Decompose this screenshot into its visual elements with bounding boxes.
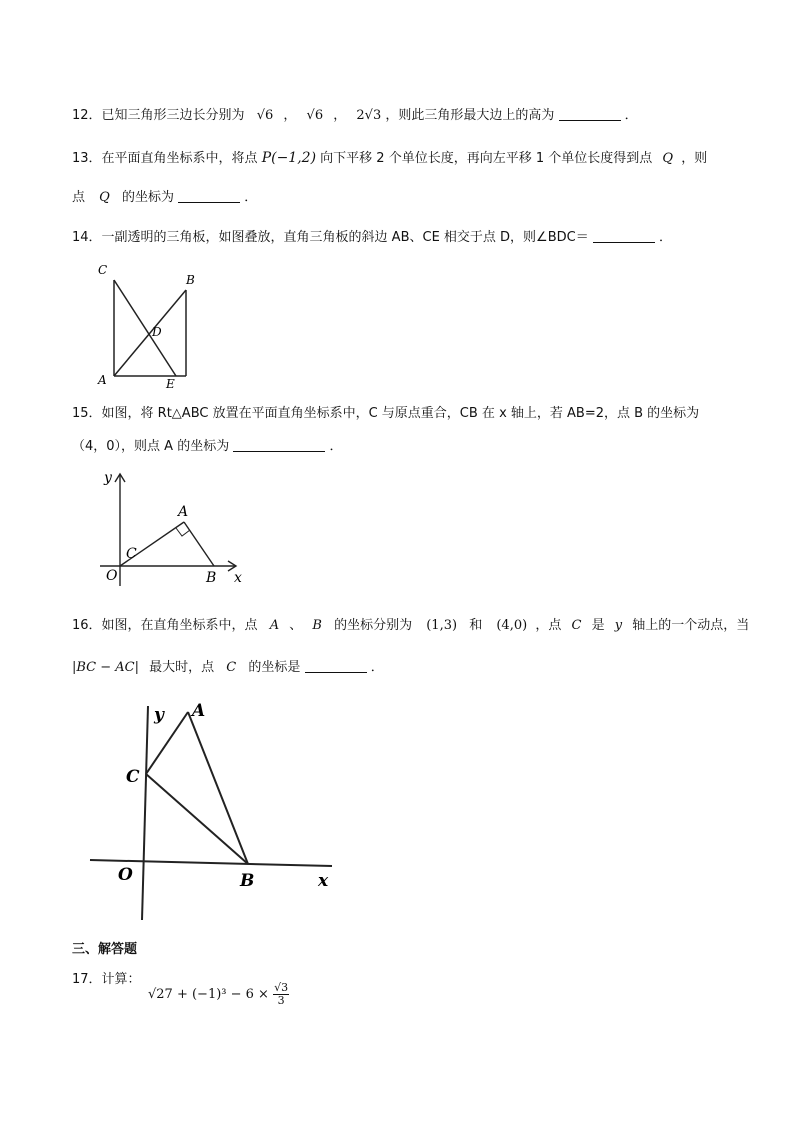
q17-expression — [148, 982, 289, 1007]
q15-right-angle — [176, 528, 190, 536]
q15-seg-ab — [184, 522, 214, 566]
q15-answer-blank[interactable] — [233, 437, 325, 452]
question-16-line-2 — [72, 658, 384, 678]
q15-label-y: y — [104, 470, 112, 486]
q16-seg-ab — [188, 712, 248, 864]
q16-var-y: y — [614, 618, 623, 633]
q16-coord-a: (1,3) — [426, 618, 458, 633]
q14-label-e: E — [166, 377, 175, 391]
q13-answer-blank[interactable] — [178, 188, 240, 203]
q14-figure — [90, 260, 210, 390]
q16-and: 和 — [469, 618, 483, 633]
q16-label-a: A — [192, 701, 206, 721]
q13-prefix: 13．在平面直角坐标系中，将点 — [72, 151, 258, 166]
q12-prefix: 12．已知三角形三边长分别为 — [72, 108, 245, 123]
question-15-line-1 — [72, 404, 699, 424]
question-14 — [72, 228, 672, 248]
q16-point-b: B — [312, 618, 322, 633]
q16-label-o: O — [118, 865, 133, 885]
q15-label-a: A — [178, 504, 189, 520]
q17-expr-main: √27 + (−1)³ − 6 × — [148, 987, 269, 1002]
q16-coord-b: (4,0) — [496, 618, 528, 633]
q12-sep-1: ， — [283, 108, 297, 123]
section-title-answers: 三、解答题 — [72, 942, 138, 957]
question-12 — [72, 106, 638, 126]
q16-seg-cb — [146, 774, 248, 864]
q14-answer-blank[interactable] — [593, 228, 655, 243]
q13-point-q: Q — [662, 151, 674, 166]
q14-seg-ce — [114, 280, 176, 376]
q14-label-d: D — [152, 325, 162, 339]
q16-end: ． — [370, 660, 384, 675]
q16-figure — [86, 696, 346, 926]
q15-line2-prefix: （4，0），则点 A 的坐标为 — [72, 439, 230, 454]
q16-prefix: 16．如图，在直角坐标系中，点 — [72, 618, 258, 633]
q12-suffix: ，则此三角形最大边上的高为 — [385, 108, 555, 123]
question-17 — [72, 970, 141, 990]
q13-mid: 向下平移 2 个单位长度，再向左平移 1 个单位长度得到点 — [320, 151, 653, 166]
q16-point-a: A — [269, 618, 280, 633]
q16-label-c: C — [126, 767, 140, 787]
q14-label-b: B — [186, 273, 195, 287]
q16-suffix: 的坐标是 — [248, 660, 301, 675]
q16-dun: 、 — [289, 618, 303, 633]
q16-answer-blank[interactable] — [305, 658, 367, 673]
q13-line2-prefix: 点 — [72, 190, 86, 205]
q15-label-o: O — [106, 568, 118, 584]
q15-line1: 15．如图，将 Rt△ABC 放置在平面直角坐标系中，C 与原点重合，CB 在 x 轴上，若 AB=2，点 B 的坐标为 — [72, 406, 700, 421]
q15-label-x: x — [234, 570, 242, 586]
q14-end: ． — [659, 230, 673, 245]
q16-seg-ca — [146, 712, 188, 774]
q12-side-2: √6 — [306, 108, 324, 123]
q16-mid2: ，点 — [535, 618, 562, 633]
q16-mid3: 是 — [591, 618, 605, 633]
q13-point-p: P(−1,2) — [261, 150, 317, 166]
q13-point-q-2: Q — [99, 190, 110, 205]
q16-expr: |BC − AC| — [72, 660, 139, 675]
q13-comma: ，则 — [681, 151, 708, 166]
question-13-line-1 — [72, 148, 707, 169]
q14-seg-ab — [114, 290, 186, 376]
q16-point-c: C — [571, 618, 582, 633]
q15-figure — [96, 466, 256, 596]
q16-y-axis — [142, 706, 148, 920]
q15-label-c: C — [126, 546, 137, 562]
q17-frac-num: √3 — [274, 981, 289, 994]
q12-side-1: √6 — [256, 108, 274, 123]
q17-prefix: 17．计算： — [72, 972, 141, 987]
q17-frac-den: 3 — [277, 994, 285, 1007]
q12-answer-blank[interactable] — [559, 106, 621, 121]
q12-sep-2: ， — [333, 108, 347, 123]
q16-label-x: x — [318, 871, 329, 891]
question-13-line-2 — [72, 188, 257, 208]
q13-end: ． — [244, 190, 258, 205]
q16-label-b: B — [240, 871, 255, 891]
q12-side-3: 2√3 — [356, 108, 382, 123]
q16-mid1: 的坐标分别为 — [334, 618, 413, 633]
q15-end: ． — [329, 439, 343, 454]
q14-label-a: A — [98, 373, 107, 387]
q16-mid4: 轴上的一个动点，当 — [632, 618, 750, 633]
q13-line2-suffix: 的坐标为 — [121, 190, 174, 205]
q14-label-c: C — [98, 263, 108, 277]
q14-text: 14．一副透明的三角板，如图叠放，直角三角板的斜边 AB、CE 相交于点 D，则∠BDC＝ — [72, 230, 589, 245]
question-15-line-2 — [72, 437, 343, 457]
q17-fraction — [273, 982, 289, 1007]
q16-mid5: 最大时，点 — [149, 660, 215, 675]
q16-point-c-2: C — [226, 660, 237, 675]
question-16-line-1 — [72, 616, 749, 636]
q12-end: ． — [624, 108, 638, 123]
q16-label-y: y — [154, 705, 164, 725]
q15-label-b: B — [206, 570, 217, 586]
